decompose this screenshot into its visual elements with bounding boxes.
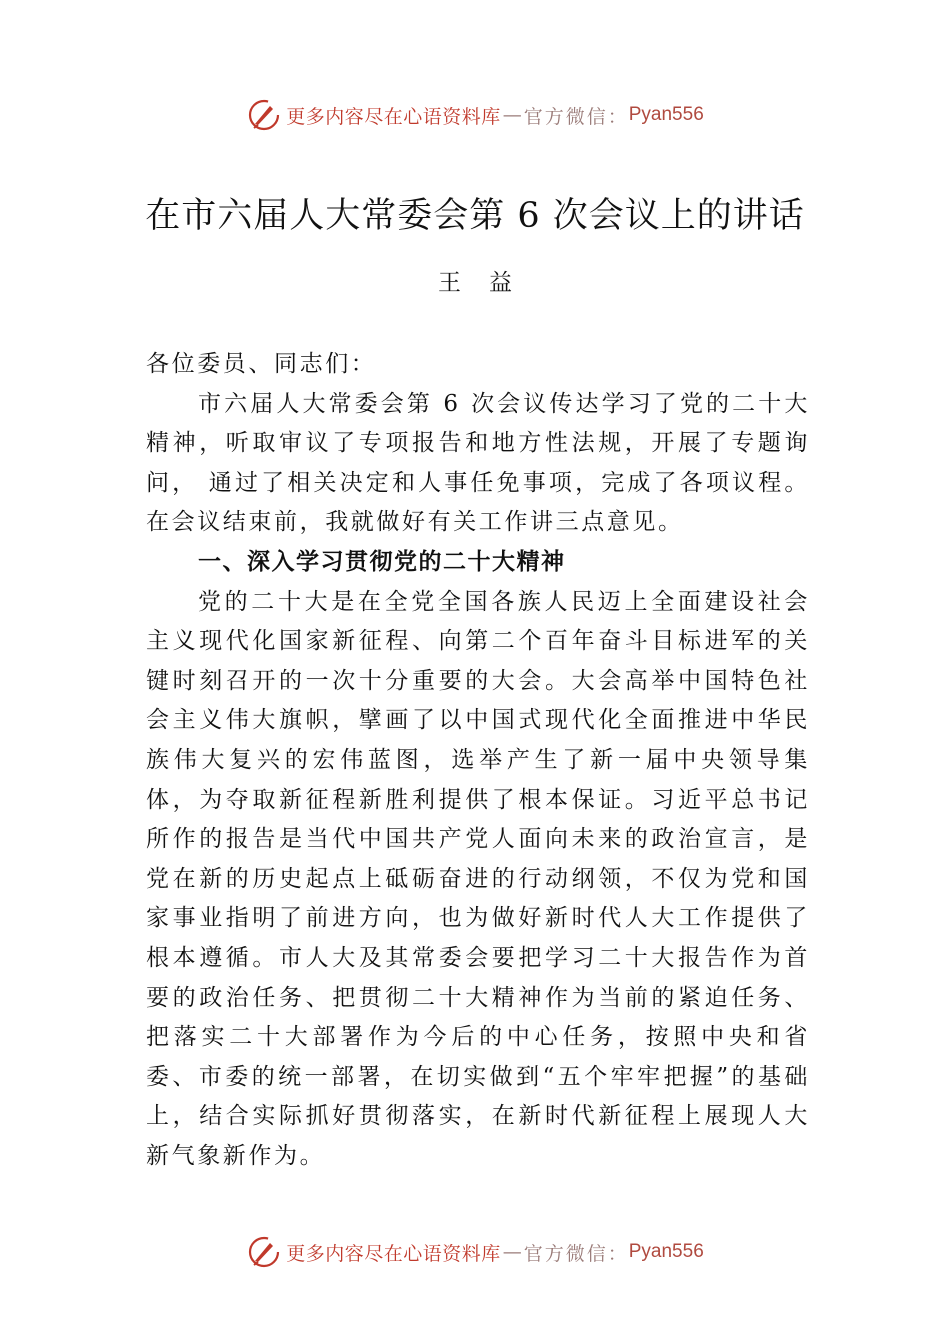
- page-title: 在市六届人大常委会第 6 次会议上的讲话: [145, 196, 805, 236]
- watermark-dash: —: [502, 1241, 522, 1263]
- watermark-dash: —: [502, 104, 522, 126]
- watermark-id: Pyan556: [628, 104, 704, 125]
- intro-paragraph: 市六届人大常委会第 6 次会议传达学习了党的二十大精神，听取审议了专项报告和地方性法规，开展了专题询问， 通过了相关决定和人事任免事项，完成了各项议程。在会议结束前，我就做好有关工作讲三点意见。: [146, 390, 810, 536]
- author-name: 王益: [438, 270, 540, 296]
- watermark-text: 更多内容尽在心语资料库: [286, 105, 501, 128]
- quill-pen-circle-icon: [246, 1234, 282, 1270]
- watermark-text: 更多内容尽在心语资料库: [286, 1242, 501, 1265]
- quill-pen-circle-icon: [246, 97, 282, 133]
- watermark-id: Pyan556: [628, 1241, 704, 1262]
- document-body: [146, 345, 810, 1176]
- watermark-label: 官方微信：: [523, 1242, 629, 1265]
- watermark-footer: [0, 1232, 950, 1272]
- watermark-header: [0, 95, 950, 135]
- watermark-label: 官方微信：: [523, 105, 629, 128]
- salutation: 各位委员、同志们：: [146, 351, 377, 377]
- section-heading: 一、深入学习贯彻党的二十大精神: [198, 548, 566, 575]
- section-paragraph: 党的二十大是在全党全国各族人民迈上全面建设社会主义现代化国家新征程、向第二个百年奋斗目标进军的关键时刻召开的一次十分重要的大会。大会高举中国特色社会主义伟大旗帜，擘画了以中国式现代化全面推进中华民族伟大复兴的宏伟蓝图，选举产生了新一届中央领导集体，为夺取新征程新胜利提供了根本保证。习近平总书记所作的报告是当代中国共产党人面向未来的政治宣言，是党在新的历史起点上砥砺奋进的行动纲领，不仅为党和国家事业指明了前进方向，也为做好新时代人大工作提供了根本遵循。市人大及其常委会要把学习二十大报告作为首要的政治任务、把贯彻二十大精神作为当前的紧迫任务、把落实二十大部署作为今后的中心任务，按照中央和省委、市委的统一部署，在切实做到“五个牢牢把握”的基础上，结合实际抓好贯彻落实，在新时代新征程上展现人大新气象新作为。: [146, 588, 810, 1169]
